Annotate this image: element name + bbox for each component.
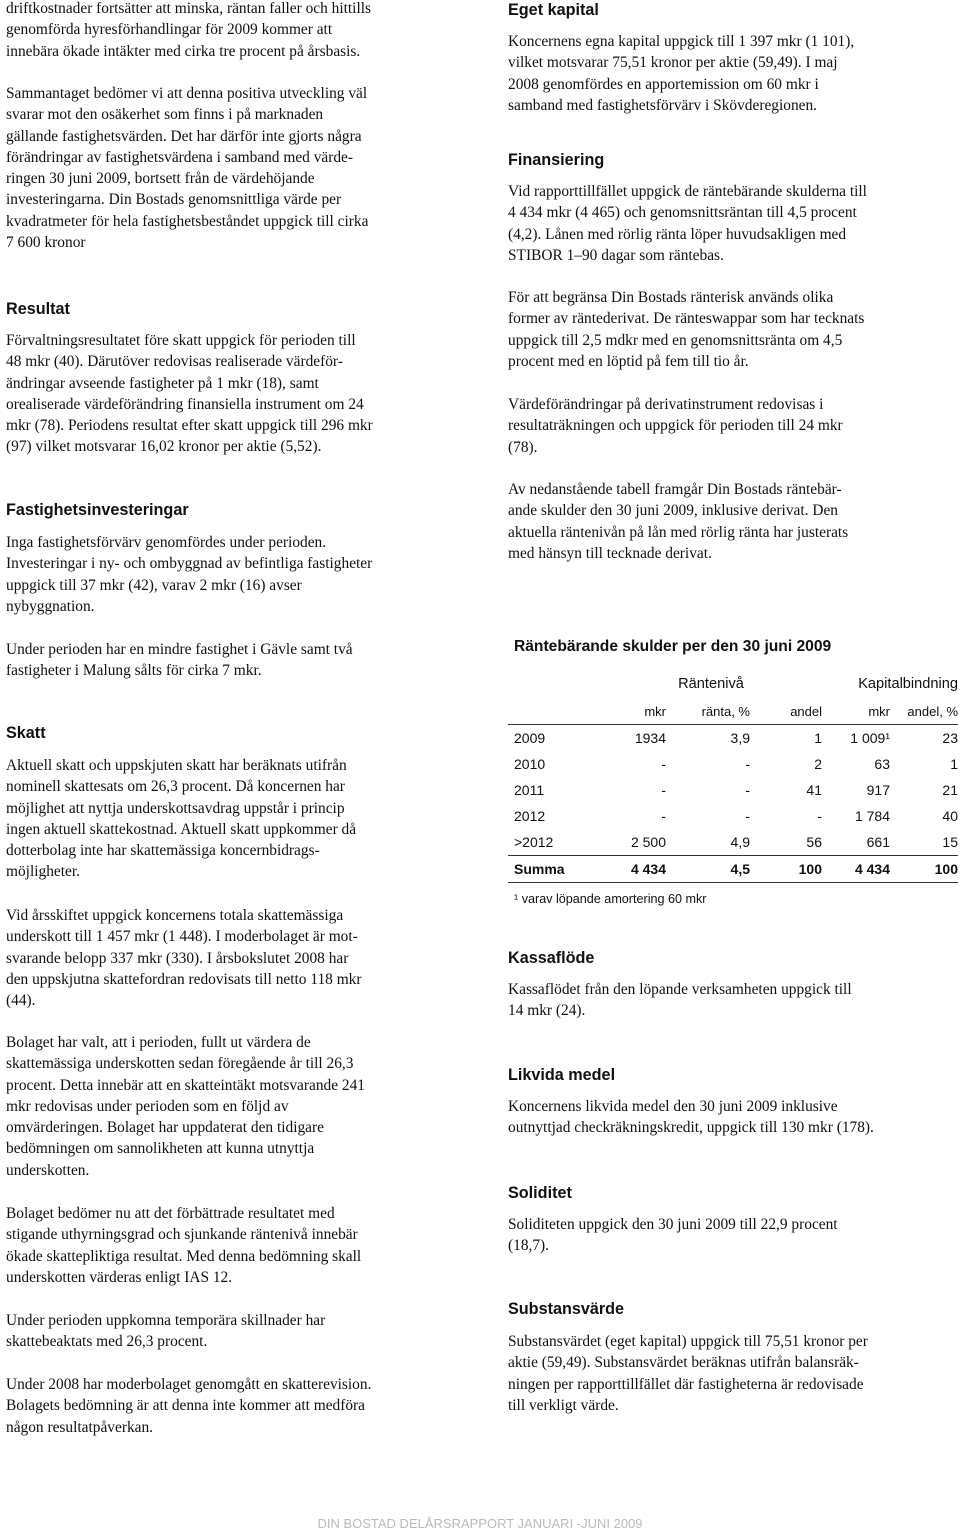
- table-cell: 4 434: [822, 856, 890, 883]
- paragraph-substansvarde: Substansvärdet (eget kapital) uppgick till 75,51 kronor per aktie (59,49). Substansvärdet beräknas utifrån balansräk- ningen per rapporttillfället där fastigheterna är redovisade till verkligt värde.: [508, 1333, 868, 1414]
- table-cell: 4 434: [578, 856, 666, 883]
- table-cell: 2010: [514, 756, 546, 772]
- table-title: Räntebärande skulder per den 30 juni 2009: [514, 638, 832, 655]
- table-cell: 2 500: [630, 834, 666, 850]
- table-cell: -: [817, 808, 822, 824]
- column-header: mkr: [822, 698, 890, 725]
- table-cell: 100: [750, 856, 822, 883]
- column-header: mkr: [578, 698, 666, 725]
- table-cell: 40: [942, 808, 958, 824]
- heading-fastighetsinvesteringar: Fastighetsinvesteringar: [6, 501, 189, 519]
- paragraph-fastinv-1: Inga fastighetsförvärv genomfördes under perioden. Investeringar i ny- och ombyggnad av befintliga fastigheter uppgick till 37 mkr (42), varav 2 mkr (16) avser nybyggnation.: [6, 534, 373, 615]
- table-cell: -: [661, 756, 666, 772]
- paragraph-skatt-2: Vid årsskiftet uppgick koncernens totala skattemässiga underskott till 1 457 mkr (1 448). I moderbolaget är mot- svarande belopp 337 mkr (330). I årsbokslutet 2008 har den uppskjutna skattefordran redovisats till netto 118 mkr (44).: [6, 907, 362, 1010]
- table-cell: 63: [874, 756, 890, 772]
- paragraph-finansiering-1: Vid rapporttillfället uppgick de räntebärande skulderna till 4 434 mkr (4 465) och genomsnittsräntan till 4,5 procent (4,2). Lånen med rörlig ränta löper huvudsakligen med STIBOR 1–90 dagar som räntebas.: [508, 183, 867, 264]
- table-cell: 1934: [634, 730, 666, 746]
- column-header: andel: [750, 698, 822, 725]
- table-cell: 21: [942, 782, 958, 798]
- table-cell: 2012: [514, 808, 546, 824]
- table-body: [508, 725, 958, 856]
- paragraph-finansiering-2: För att begränsa Din Bostads ränterisk används olika former av räntederivat. De ränteswappar som har tecknats uppgick till 2,5 mdkr med en genomsnittsränta om 4,5 procent med en löptid på fem till tio år.: [508, 289, 865, 370]
- paragraph-skatt-4: Bolaget bedömer nu att det förbättrade resultatet med stigande uthyrningsgrad och sjunkande räntenivå innebär ökade skattepliktiga resultat. Med denna bedömning skall underskotten värderas enligt IAS 12.: [6, 1205, 362, 1286]
- table-cell: 2011: [514, 782, 545, 798]
- paragraph-fastinv-2: Under perioden har en mindre fastighet i Gävle samt två fastigheter i Malung sålts för cirka 7 mkr.: [6, 641, 353, 680]
- table-cell: 3,9: [730, 730, 750, 746]
- table-cell: 15: [942, 834, 958, 850]
- table-cell: 4,9: [730, 834, 750, 850]
- debt-table: [508, 670, 958, 883]
- table-row: [508, 725, 958, 752]
- paragraph-skatt-5: Under perioden uppkomna temporära skillnader har skattebeaktats med 26,3 procent.: [6, 1312, 326, 1351]
- table-cell: 661: [866, 834, 890, 850]
- heading-kassaflode: Kassaflöde: [508, 949, 595, 967]
- heading-finansiering: Finansiering: [508, 151, 605, 169]
- table-cell: 4,5: [666, 856, 750, 883]
- table-cell: 1: [814, 730, 822, 746]
- table-cell: Summa: [508, 856, 578, 883]
- table-cell: 23: [942, 730, 958, 746]
- group-header-rantenivå: Räntenivå: [678, 676, 744, 692]
- page-footer: DIN BOSTAD DELÅRSRAPPORT JANUARI -JUNI 2009: [317, 1516, 643, 1531]
- table-cell: 917: [866, 782, 890, 798]
- table-cell: -: [745, 808, 750, 824]
- paragraph-skatt-6: Under 2008 har moderbolaget genomgått en skatterevision. Bolagets bedömning är att denna inte kommer att medföra någon resultatpåverkan.: [6, 1376, 372, 1436]
- table-sub-header-row: [508, 698, 958, 725]
- heading-resultat: Resultat: [6, 300, 70, 318]
- table-cell: -: [745, 756, 750, 772]
- heading-likvida-medel: Likvida medel: [508, 1066, 616, 1084]
- heading-skatt: Skatt: [6, 724, 46, 742]
- table-cell: 2: [814, 756, 822, 772]
- table-cell: 56: [806, 834, 822, 850]
- table-cell: -: [745, 782, 750, 798]
- table-footnote: ¹ varav löpande amortering 60 mkr: [514, 892, 707, 906]
- table-cell: 1: [950, 756, 958, 772]
- table-row: [508, 803, 958, 829]
- paragraph-finansiering-4: Av nedanstående tabell framgår Din Bostads räntebär- ande skulder den 30 juni 2009, inklusive derivat. Den aktuella räntenivån på lån med rörlig ränta har justerats med hänsyn till tecknade derivat.: [508, 481, 849, 562]
- table-cell: 100: [890, 856, 958, 883]
- group-header-kapitalbindning: Kapitalbindning: [858, 676, 958, 692]
- table-sum-row: [508, 856, 958, 883]
- table-cell: -: [661, 808, 666, 824]
- paragraph-eget-kapital: Koncernens egna kapital uppgick till 1 397 mkr (1 101), vilket motsvarar 75,51 kronor per aktie (59,49). I maj 2008 genomfördes en apportemission om 60 mkr i samband med fastighetsförvärv i Skövderegionen.: [508, 33, 855, 114]
- paragraph-kassaflode: Kassaflödet från den löpande verksamheten uppgick till 14 mkr (24).: [508, 981, 852, 1020]
- table-row: [508, 829, 958, 856]
- table-cell: 2009: [514, 730, 546, 746]
- table-cell: 1 784: [854, 808, 890, 824]
- paragraph-likvida-medel: Koncernens likvida medel den 30 juni 2009 inklusive outnyttjad checkräkningskredit, uppgick till 130 mkr (178).: [508, 1098, 874, 1137]
- table-row: [508, 751, 958, 777]
- debt-table-block: [508, 636, 958, 906]
- table-group-header-row: [508, 670, 958, 698]
- paragraph-skatt-3: Bolaget har valt, att i perioden, fullt ut värdera de skattemässiga underskotten sedan föregående år till 26,3 procent. Detta innebär att en skatteintäkt motsvarande 241 mkr redovisas under perioden som en följd av omvärderingen. Bolaget har uppdaterat den tidigare bedömningen om sannolikheten att kunna utnyttja underskotten.: [6, 1034, 365, 1179]
- paragraph-skatt-1: Aktuell skatt och uppskjuten skatt har beräknats utifrån nominell skattesats om 26,3 procent. Då koncernen har möjlighet att nyttja underskottsavdrag uppstår i princip ingen aktuell skattekostnad. Aktuell skatt uppkommer då dotterbolag inte har skattemässiga koncernbidrags- möjligheter.: [6, 757, 357, 881]
- table-cell: 41: [806, 782, 822, 798]
- paragraph-soliditet: Soliditeten uppgick den 30 juni 2009 till 22,9 procent (18,7).: [508, 1216, 838, 1255]
- paragraph-resultat: Förvaltningsresultatet före skatt uppgick för perioden till 48 mkr (40). Därutöver redovisas realiserade värdeför- ändringar avseende fastigheter på 1 mkr (18), samt orealiserade värdeförändring finansiella instrument om 24 mkr (78). Periodens resultat efter skatt uppgick till 296 mkr (97) vilket motsvarar 16,02 kronor per aktie (5,52).: [6, 332, 373, 456]
- heading-soliditet: Soliditet: [508, 1184, 572, 1202]
- heading-eget-kapital: Eget kapital: [508, 1, 599, 19]
- paragraph-intro: driftkostnader fortsätter att minska, räntan faller och hittills genomförda hyresförhandlingar för 2009 kommer att innebära ökade intäkter med cirka tre procent på årsbasis.: [6, 0, 371, 60]
- heading-substansvarde: Substansvärde: [508, 1300, 625, 1318]
- table-cell: -: [661, 782, 666, 798]
- column-header: ränta, %: [666, 698, 750, 725]
- table-cell: 1 009¹: [850, 730, 890, 746]
- column-header: andel, %: [890, 698, 958, 725]
- paragraph-finansiering-3: Värdeförändringar på derivatinstrument redovisas i resultaträkningen och uppgick för perioden till 24 mkr (78).: [508, 396, 843, 456]
- table-row: [508, 777, 958, 803]
- paragraph-valuation: Sammantaget bedömer vi att denna positiva utveckling väl svarar mot den osäkerhet som finns i på marknaden gällande fastighetsvärden. Det har därför inte gjorts några förändringar av fastighetsvärdena i samband med värde- ringen 30 juni 2009, bortsett från de värdehöjande investeringarna. Din Bostads genomsnittliga värde per kvadratmeter för hela fastighetsbeståndet uppgick till cirka 7 600 kronor: [6, 85, 369, 252]
- table-cell: >2012: [514, 834, 554, 850]
